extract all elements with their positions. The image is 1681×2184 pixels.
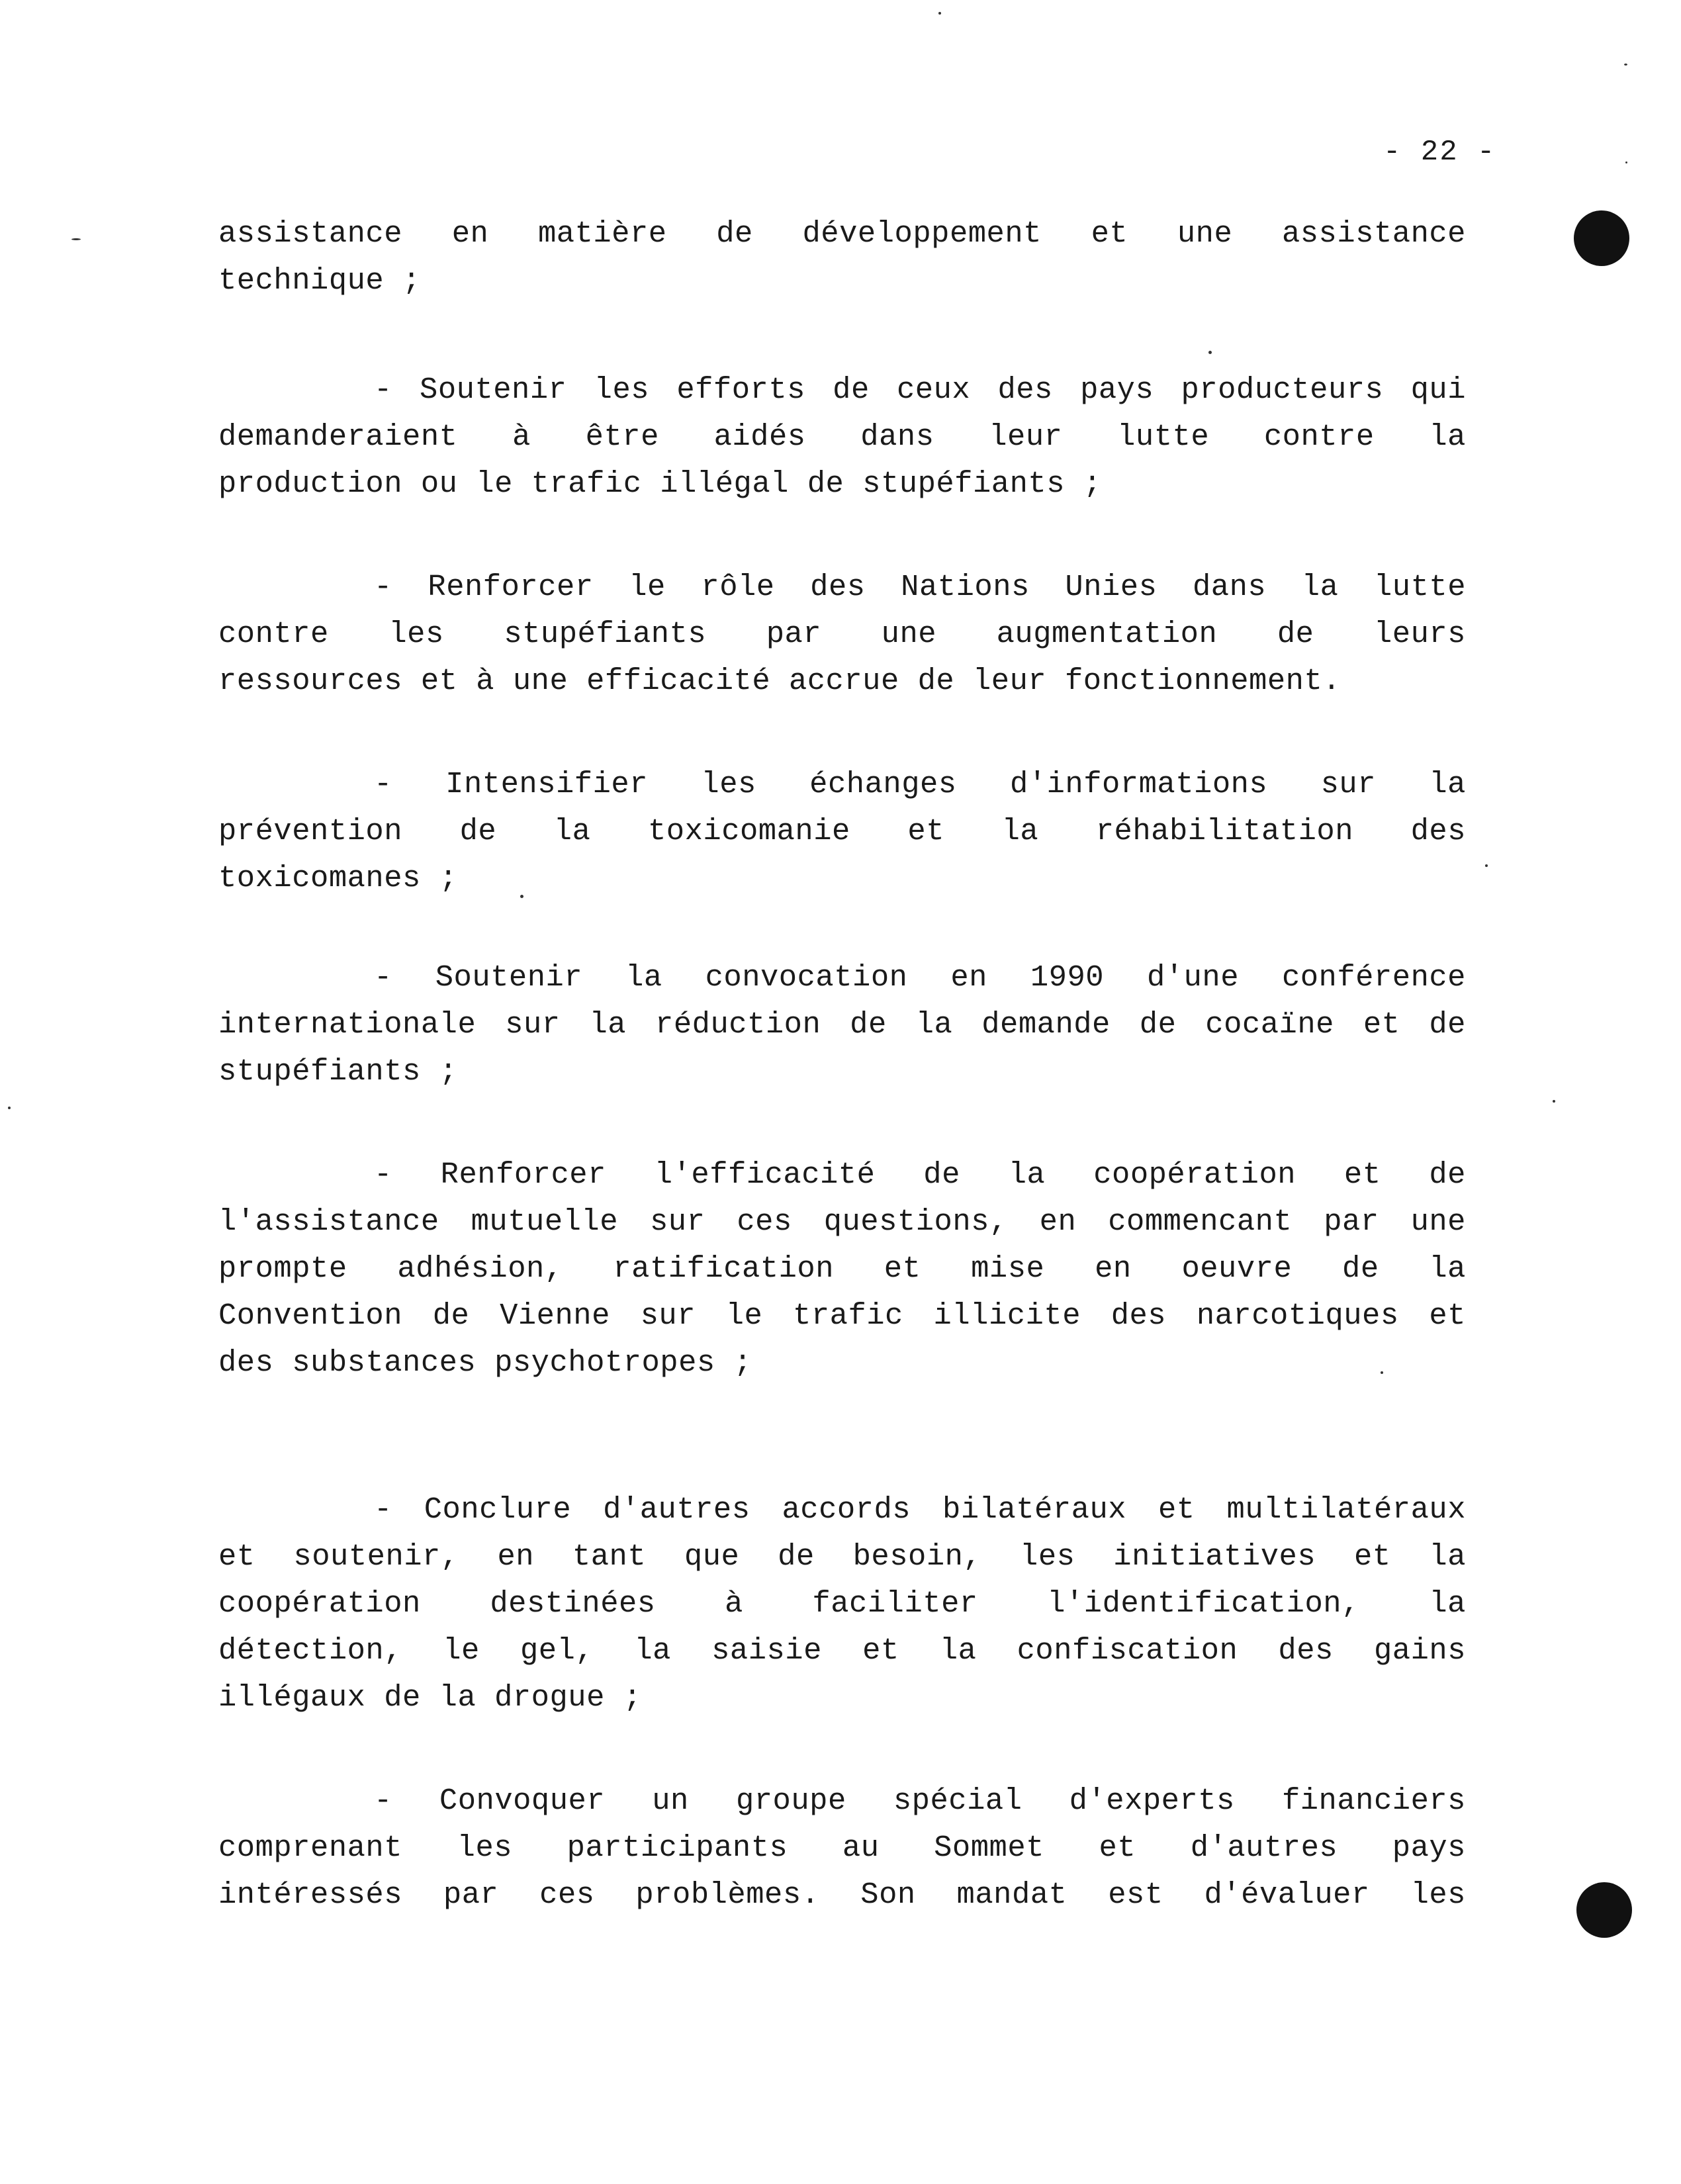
paragraph-line: comprenant les participants au Sommet et d'autres pays bbox=[218, 1831, 1466, 1865]
paragraph-line: - Soutenir la convocation en 1990 d'une conférence bbox=[374, 960, 1466, 995]
scan-speck bbox=[1208, 351, 1212, 354]
paragraph-line: - Conclure d'autres accords bilatéraux et multilatéraux bbox=[374, 1492, 1466, 1527]
paragraph-line: et soutenir, en tant que de besoin, les initiatives et la bbox=[218, 1539, 1466, 1574]
paragraph-line: - Renforcer l'efficacité de la coopération et de bbox=[374, 1158, 1466, 1192]
paragraph-6 bbox=[218, 1152, 1466, 1387]
paragraph-3 bbox=[218, 564, 1466, 705]
paragraph-line: illégaux de la drogue ; bbox=[218, 1680, 642, 1715]
paragraph-2 bbox=[218, 367, 1466, 508]
punch-hole-top bbox=[1574, 210, 1629, 266]
paragraph-line: l'assistance mutuelle sur ces questions, en commencant par une bbox=[218, 1205, 1466, 1239]
paragraph-8 bbox=[218, 1778, 1466, 1919]
paragraph-line: internationale sur la réduction de la demande de cocaïne et de bbox=[218, 1007, 1466, 1042]
paragraph-line: Convention de Vienne sur le trafic illicite des narcotiques et bbox=[218, 1298, 1466, 1333]
paragraph-7 bbox=[218, 1486, 1466, 1721]
paragraph-line: prévention de la toxicomanie et la réhabilitation des bbox=[218, 814, 1466, 848]
paragraph-line: - Convoquer un groupe spécial d'experts financiers bbox=[374, 1784, 1466, 1818]
paragraph-1 bbox=[218, 210, 1466, 304]
paragraph-line: - Soutenir les efforts de ceux des pays producteurs qui bbox=[374, 373, 1466, 407]
paragraph-line: des substances psychotropes ; bbox=[218, 1345, 752, 1380]
paragraph-line: toxicomanes ; bbox=[218, 861, 458, 895]
paragraph-line: contre les stupéfiants par une augmentation de leurs bbox=[218, 617, 1466, 651]
paragraph-line: - Intensifier les échanges d'informations sur la bbox=[374, 767, 1466, 801]
paragraph-line: technique ; bbox=[218, 263, 421, 298]
paragraph-line: détection, le gel, la saisie et la confiscation des gains bbox=[218, 1633, 1466, 1668]
paragraph-line: stupéfiants ; bbox=[218, 1054, 458, 1089]
paragraph-line: ressources et à une efficacité accrue de leur fonctionnement. bbox=[218, 664, 1341, 698]
paragraph-line: prompte adhésion, ratification et mise en oeuvre de la bbox=[218, 1251, 1466, 1286]
punch-hole-bottom bbox=[1576, 1882, 1632, 1938]
paragraph-4 bbox=[218, 761, 1466, 902]
paragraph-5 bbox=[218, 954, 1466, 1095]
scan-speck bbox=[938, 12, 941, 15]
paragraph-line: - Renforcer le rôle des Nations Unies dans la lutte bbox=[374, 570, 1466, 604]
paragraph-line: intéressés par ces problèmes. Son mandat est d'évaluer les bbox=[218, 1878, 1466, 1912]
scan-speck bbox=[1485, 864, 1488, 867]
page-number: - 22 - bbox=[1383, 136, 1496, 169]
paragraph-line: demanderaient à être aidés dans leur lutte contre la bbox=[218, 420, 1466, 454]
paragraph-line: production ou le trafic illégal de stupéfiants ; bbox=[218, 467, 1102, 501]
scan-speck bbox=[1624, 64, 1627, 66]
scan-speck bbox=[8, 1107, 11, 1109]
scan-speck bbox=[1553, 1100, 1555, 1103]
paragraph-line: coopération destinées à faciliter l'identification, la bbox=[218, 1586, 1466, 1621]
scan-speck bbox=[71, 238, 81, 240]
scan-speck bbox=[1625, 161, 1627, 163]
paragraph-line: assistance en matière de développement et une assistance bbox=[218, 216, 1466, 251]
